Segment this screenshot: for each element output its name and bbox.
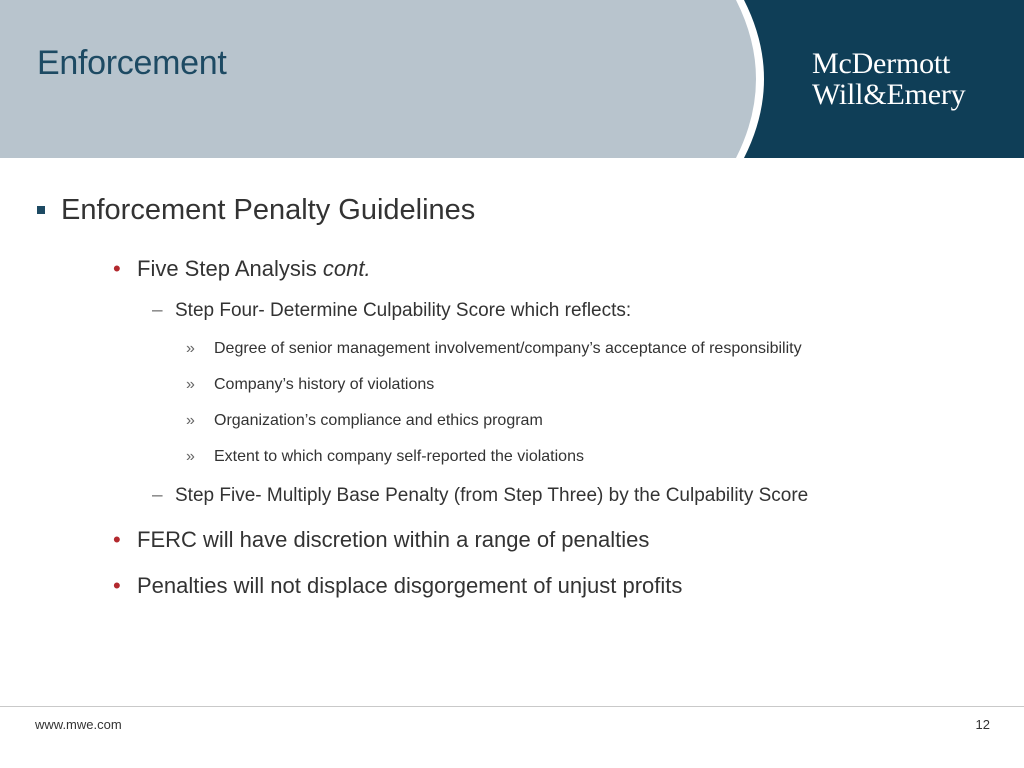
chevron-marker: »	[186, 412, 195, 429]
chevron-marker: »	[186, 340, 195, 357]
page-number: 12	[975, 717, 990, 732]
footer-divider	[0, 706, 1024, 707]
square-bullet-icon	[37, 206, 45, 214]
dash-marker: –	[152, 300, 163, 321]
factor-item-text: Company’s history of violations	[214, 376, 435, 393]
footer-url: www.mwe.com	[35, 717, 122, 732]
section-heading-text: Enforcement Penalty Guidelines	[61, 194, 476, 226]
chevron-marker: »	[186, 448, 195, 465]
slide-title: Enforcement	[37, 44, 227, 82]
dash-marker: –	[152, 485, 163, 506]
logo-line-2: Will&Emery	[812, 78, 966, 111]
list-item-text	[137, 256, 371, 282]
list-item-text: FERC will have discretion within a range of penalties	[137, 527, 650, 552]
company-logo	[812, 48, 965, 110]
bullet-marker: •	[113, 573, 121, 598]
list-item-emphasis: cont.	[322, 256, 371, 281]
logo-line-1: McDermott	[812, 47, 951, 80]
bullet-marker: •	[113, 527, 121, 552]
bullet-marker: •	[113, 256, 121, 281]
step-item-text: Step Four- Determine Culpability Score which reflects:	[175, 300, 632, 321]
chevron-marker: »	[186, 376, 195, 393]
factor-item-text: Degree of senior management involvement/company’s acceptance of responsibility	[214, 340, 802, 357]
factor-item-text: Extent to which company self-reported the violations	[214, 448, 584, 465]
factor-item-text: Organization’s compliance and ethics program	[214, 412, 543, 429]
list-item-label: Five Step Analysis	[137, 256, 323, 281]
list-item-text: Penalties will not displace disgorgement of unjust profits	[137, 573, 683, 598]
step-item-text: Step Five- Multiply Base Penalty (from Step Three) by the Culpability Score	[175, 485, 809, 506]
